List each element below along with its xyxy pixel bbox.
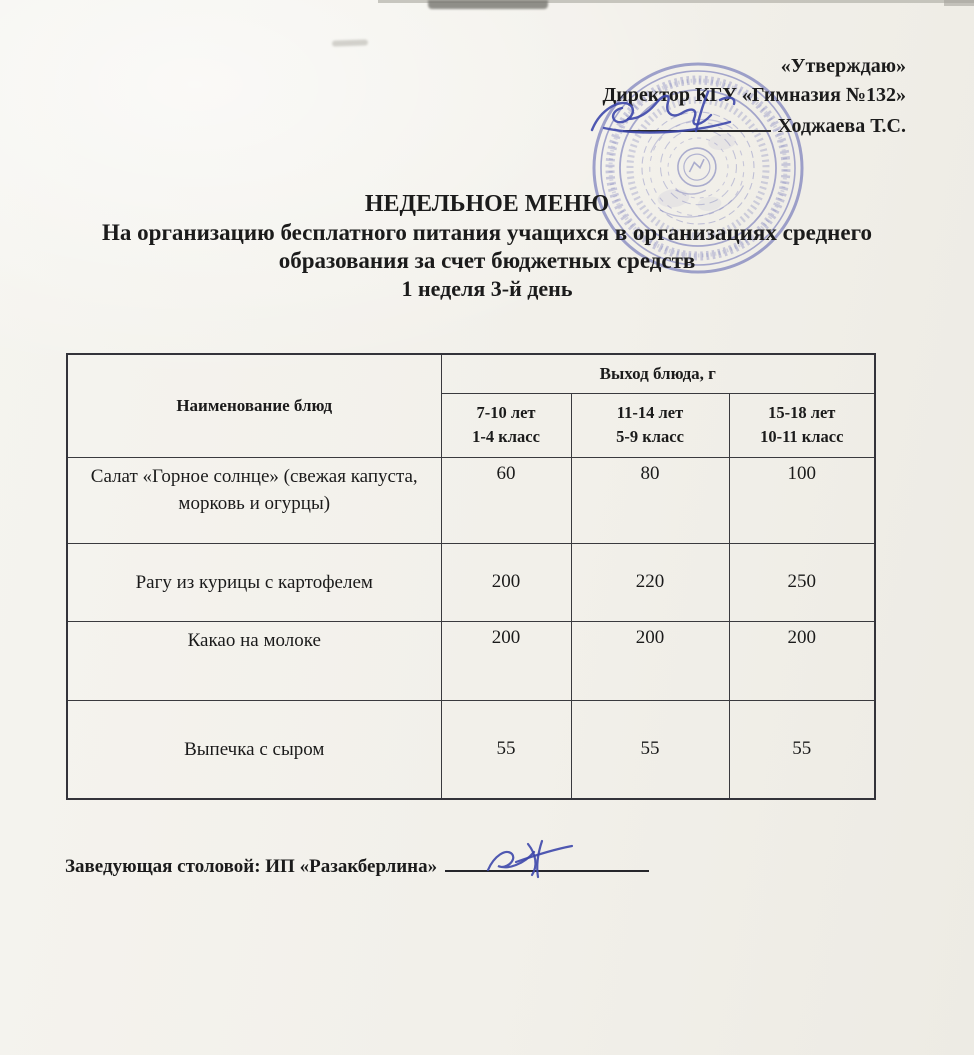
table-row: [67, 621, 875, 700]
age-column-header-2: [571, 393, 729, 457]
manager-signature: [474, 838, 589, 886]
portion-cell: 200: [729, 621, 875, 700]
portion-cell: 100: [729, 457, 875, 543]
portion-cell: 55: [571, 700, 729, 799]
canteen-manager-label: Заведующая столовой: ИП «Разакберлина»: [65, 856, 438, 877]
subtitle-line-1: На организацию бесплатного питания учащихся в организациях среднего: [102, 220, 872, 245]
table-header-row-group: [67, 354, 875, 393]
age-column-header-1: [441, 393, 571, 457]
dish-name-cell: Салат «Горное солнце» (свежая капуста, морковь и огурцы): [67, 457, 441, 543]
portion-cell: 80: [571, 457, 729, 543]
portion-cell: 200: [571, 621, 729, 700]
grade-range: 10-11 класс: [760, 427, 844, 446]
director-signature: [578, 88, 753, 146]
scan-artifact-smudge: [332, 39, 368, 46]
age-range: 11-14 лет: [616, 403, 684, 422]
subtitle-line-2: образования за счет бюджетных средств: [278, 248, 696, 273]
age-column-header-3: [729, 393, 875, 457]
age-range: 7-10 лет: [476, 403, 536, 422]
age-range: 15-18 лет: [768, 403, 836, 422]
week-day-line: 1 неделя 3-й день: [401, 276, 573, 301]
table-row: [67, 700, 875, 799]
portion-cell: 200: [441, 543, 571, 621]
table-row: [67, 543, 875, 621]
menu-table: [66, 353, 876, 800]
grade-range: 5-9 класс: [616, 427, 684, 446]
dish-name-cell: Рагу из курицы с картофелем: [67, 543, 441, 621]
portion-cell: 200: [441, 621, 571, 700]
page-title: НЕДЕЛЬНОЕ МЕНЮ: [364, 191, 610, 217]
director-line: Директор КГУ «Гимназия №132»: [602, 84, 906, 106]
approval-word: «Утверждаю»: [780, 55, 906, 77]
portion-cell: 60: [441, 457, 571, 543]
portion-cell: 55: [729, 700, 875, 799]
scan-artifact-dark-strip: [428, 0, 548, 9]
dish-name-cell: Какао на молоке: [67, 621, 441, 700]
table-row: [67, 457, 875, 543]
portion-cell: 220: [571, 543, 729, 621]
grade-range: 1-4 класс: [472, 427, 540, 446]
signer-name: Ходжаева Т.С.: [777, 115, 906, 137]
output-group-header: Выход блюда, г: [441, 354, 875, 393]
scan-artifact-corner: [944, 0, 974, 6]
portion-cell: 250: [729, 543, 875, 621]
portion-cell: 55: [441, 700, 571, 799]
title-block: [0, 190, 974, 303]
dish-name-cell: Выпечка с сыром: [67, 700, 441, 799]
name-column-header: Наименование блюд: [67, 354, 441, 457]
